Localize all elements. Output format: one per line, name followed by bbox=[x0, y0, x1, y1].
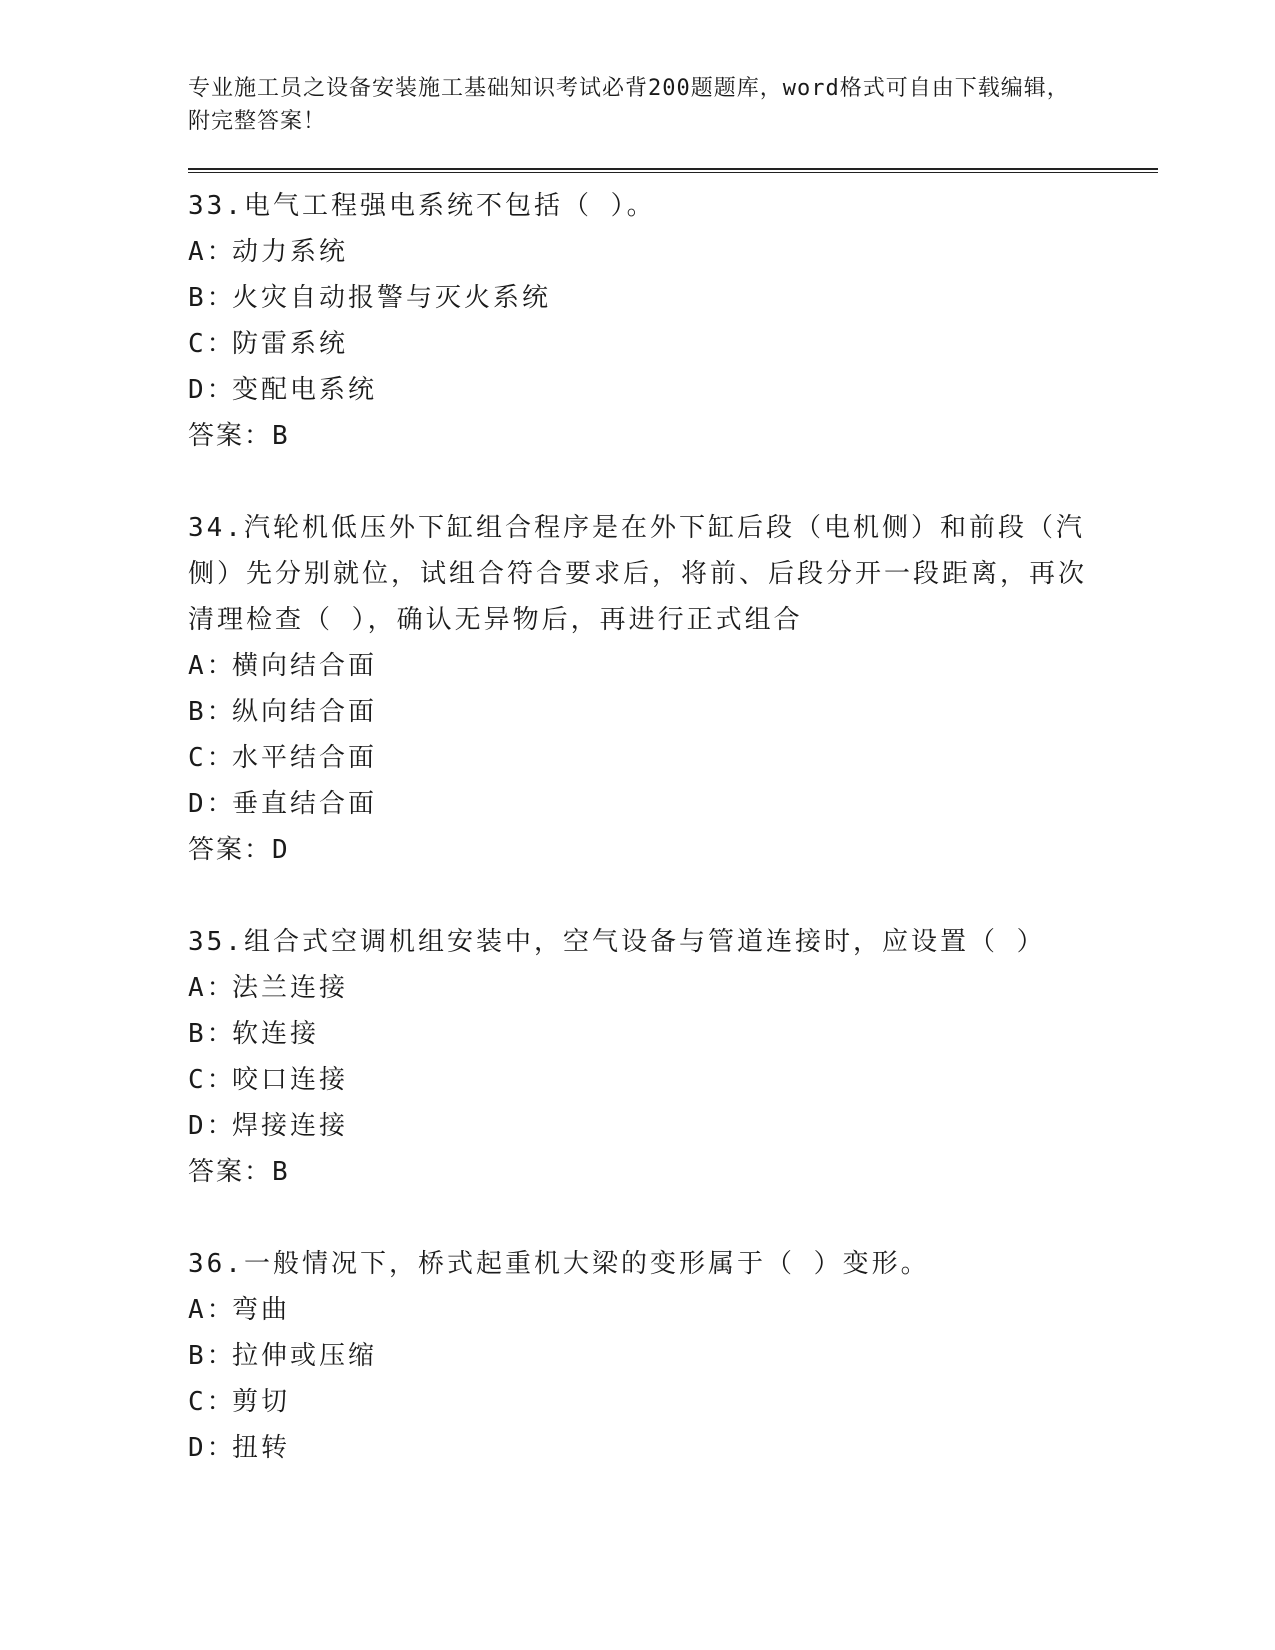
option-text: 法兰连接 bbox=[232, 973, 349, 1003]
option-b bbox=[188, 1011, 1158, 1057]
question-stem: 36.一般情况下，桥式起重机大梁的变形属于（ ）变形。 bbox=[188, 1249, 930, 1279]
option-d bbox=[188, 367, 1158, 413]
option-key: A： bbox=[188, 1295, 236, 1325]
option-b bbox=[188, 689, 1158, 735]
option-text: 焊接连接 bbox=[232, 1111, 349, 1141]
option-key: C： bbox=[188, 1387, 236, 1417]
option-a bbox=[188, 229, 1158, 275]
question-36 bbox=[188, 1241, 1158, 1471]
document-page bbox=[188, 72, 1158, 1471]
option-text: 水平结合面 bbox=[232, 743, 378, 773]
option-text: 动力系统 bbox=[232, 237, 349, 267]
option-key: B： bbox=[188, 697, 236, 727]
header-divider bbox=[188, 168, 1158, 173]
option-text: 剪切 bbox=[232, 1387, 291, 1417]
option-key: D： bbox=[188, 789, 236, 819]
option-c bbox=[188, 1379, 1158, 1425]
question-stem: 35.组合式空调机组安装中，空气设备与管道连接时，应设置（ ） bbox=[188, 927, 1046, 957]
option-b bbox=[188, 1333, 1158, 1379]
option-key: C： bbox=[188, 329, 236, 359]
option-text: 火灾自动报警与灭火系统 bbox=[232, 283, 552, 313]
option-key: B： bbox=[188, 1341, 236, 1371]
option-key: D： bbox=[188, 1111, 236, 1141]
option-key: C： bbox=[188, 743, 236, 773]
option-text: 拉伸或压缩 bbox=[232, 1341, 378, 1371]
option-text: 弯曲 bbox=[232, 1295, 291, 1325]
document-intro: 专业施工员之设备安装施工基础知识考试必背200题题库，word格式可自由下载编辑，附完整答案！ bbox=[188, 76, 1070, 134]
option-a bbox=[188, 643, 1158, 689]
option-text: 横向结合面 bbox=[232, 651, 378, 681]
option-c bbox=[188, 735, 1158, 781]
question-33 bbox=[188, 183, 1158, 459]
option-d bbox=[188, 781, 1158, 827]
spacer bbox=[188, 873, 1158, 919]
spacer bbox=[188, 1195, 1158, 1241]
option-text: 变配电系统 bbox=[232, 375, 378, 405]
option-key: A： bbox=[188, 237, 236, 267]
option-a bbox=[188, 965, 1158, 1011]
option-d bbox=[188, 1425, 1158, 1471]
option-key: A： bbox=[188, 973, 236, 1003]
answer-line: 答案：B bbox=[188, 1157, 290, 1187]
option-a bbox=[188, 1287, 1158, 1333]
question-stem: 33.电气工程强电系统不包括（ ）。 bbox=[188, 191, 656, 221]
option-key: D： bbox=[188, 1433, 236, 1463]
question-34 bbox=[188, 505, 1158, 873]
option-key: B： bbox=[188, 283, 236, 313]
option-key: D： bbox=[188, 375, 236, 405]
option-text: 咬口连接 bbox=[232, 1065, 349, 1095]
answer-line: 答案：D bbox=[188, 835, 290, 865]
answer-line: 答案：B bbox=[188, 421, 290, 451]
option-c bbox=[188, 1057, 1158, 1103]
spacer bbox=[188, 459, 1158, 505]
option-text: 防雷系统 bbox=[232, 329, 349, 359]
question-35 bbox=[188, 919, 1158, 1195]
option-c bbox=[188, 321, 1158, 367]
option-key: C： bbox=[188, 1065, 236, 1095]
option-text: 软连接 bbox=[232, 1019, 320, 1049]
option-text: 纵向结合面 bbox=[232, 697, 378, 727]
option-d bbox=[188, 1103, 1158, 1149]
option-text: 扭转 bbox=[232, 1433, 291, 1463]
option-b bbox=[188, 275, 1158, 321]
option-text: 垂直结合面 bbox=[232, 789, 378, 819]
question-stem: 34.汽轮机低压外下缸组合程序是在外下缸后段（电机侧）和前段（汽侧）先分别就位，试组合符合要求后，将前、后段分开一段距离，再次清理检查（ ），确认无异物后，再进行正式组合 bbox=[188, 513, 1088, 635]
option-key: A： bbox=[188, 651, 236, 681]
option-key: B： bbox=[188, 1019, 236, 1049]
